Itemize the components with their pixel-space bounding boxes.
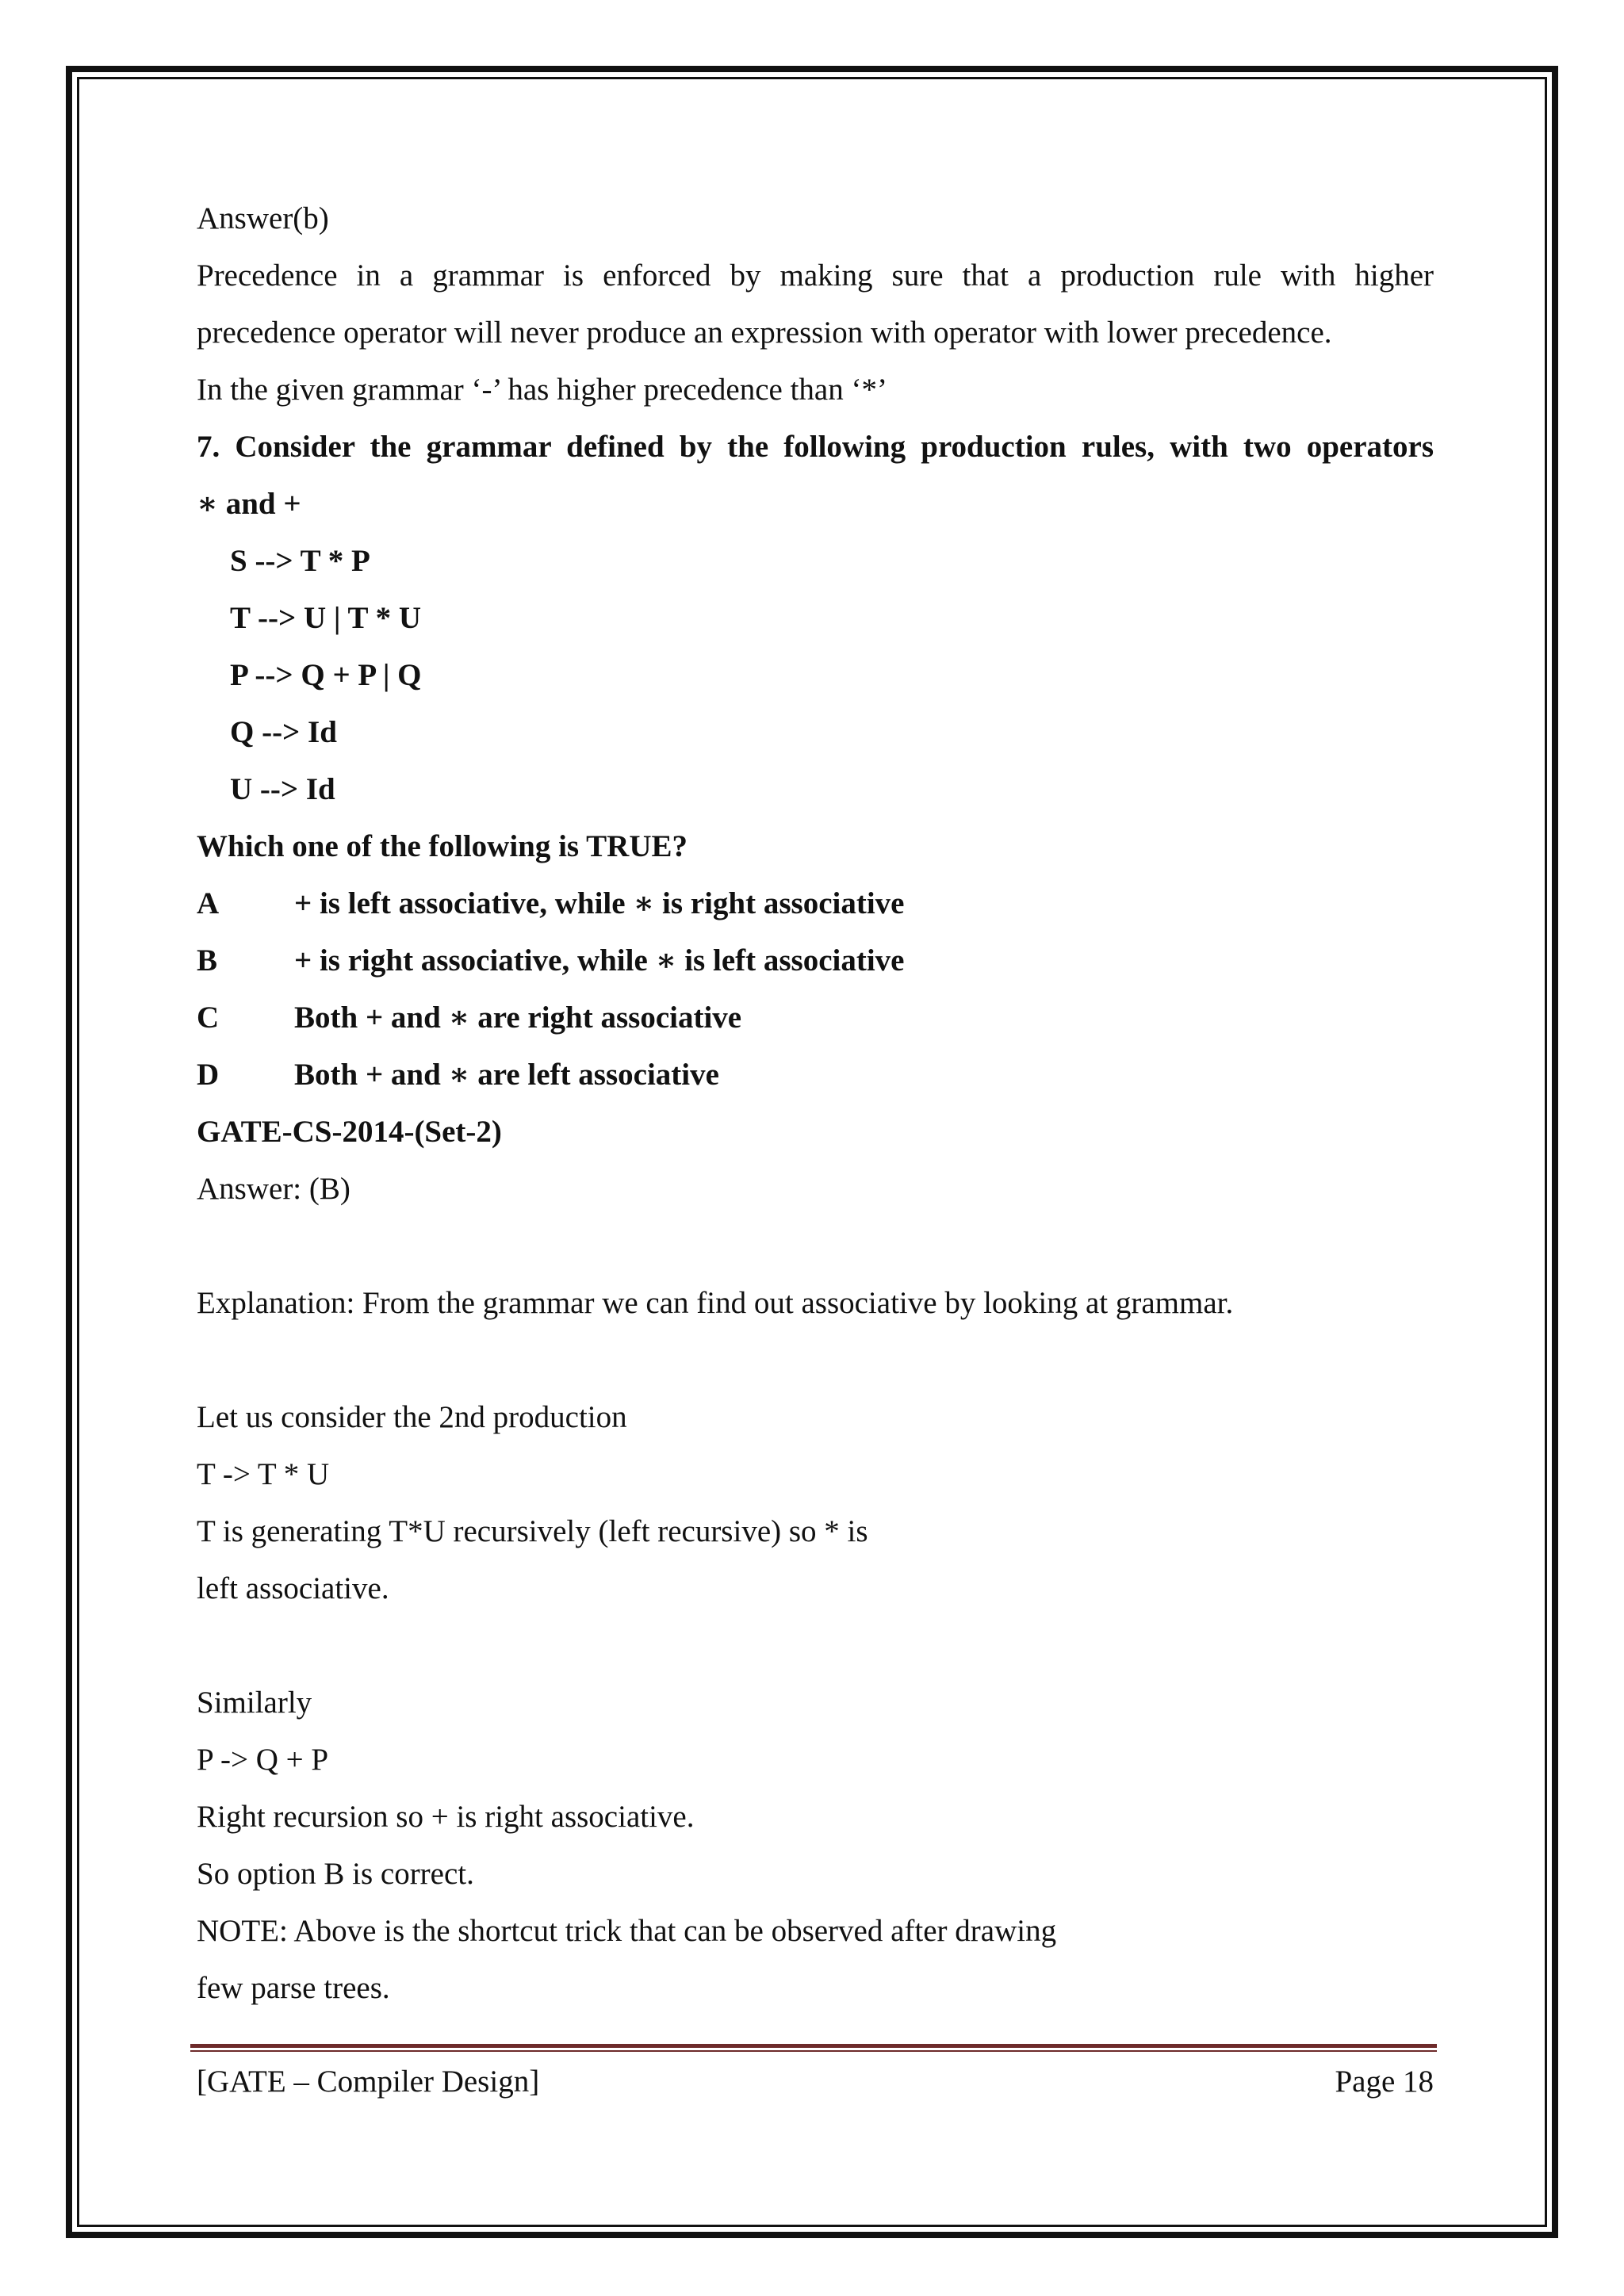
blank-line <box>197 1332 1434 1389</box>
generating-line-2: left associative. <box>197 1571 389 1605</box>
option-text: Both + and ∗ are right associative <box>294 1001 742 1035</box>
precedence-line-1: Precedence in a grammar is enforced by making sure that a production rule with higher <box>197 258 1434 293</box>
option-letter: B <box>197 943 218 978</box>
production-rule: T --> U | T * U <box>230 601 422 635</box>
question-7-line-1: 7. Consider the grammar defined by the following production rules, with two operators <box>197 430 1434 464</box>
option-text: + is right associative, while ∗ is left associative <box>294 943 905 978</box>
question-source: GATE-CS-2014-(Set-2) <box>197 1115 502 1149</box>
precedence-line-3: In the given grammar ‘-’ has higher precedence than ‘*’ <box>197 373 887 407</box>
option-b <box>197 932 1434 989</box>
option-letter: D <box>197 1058 220 1092</box>
explanation-line: Explanation: From the grammar we can find out associative by looking at grammar. <box>197 1286 1234 1320</box>
production-rule: Q --> Id <box>230 715 337 749</box>
generating-line-1: T is generating T*U recursively (left recursive) so * is <box>197 1514 868 1548</box>
page-footer <box>197 2058 1434 2106</box>
option-text: + is left associative, while ∗ is right associative <box>294 886 905 920</box>
option-d <box>197 1047 1434 1104</box>
production-rule: S --> T * P <box>230 544 370 578</box>
blank-line <box>197 1617 1434 1674</box>
question-7-line-2: ∗ and + <box>197 487 301 521</box>
note-line-2: few parse trees. <box>197 1971 390 2005</box>
note-line-1: NOTE: Above is the shortcut trick that can be observed after drawing <box>197 1914 1057 1948</box>
production-2: T -> T * U <box>197 1457 330 1491</box>
right-recursion-line: Right recursion so + is right associative. <box>197 1800 695 1834</box>
answer-line: Answer: (B) <box>197 1172 350 1206</box>
option-letter: A <box>197 886 220 920</box>
option-text: Both + and ∗ are left associative <box>294 1058 719 1092</box>
option-c <box>197 989 1434 1047</box>
page-content <box>197 190 1434 2017</box>
consider-line: Let us consider the 2nd production <box>197 1400 627 1434</box>
footer-rule <box>190 2044 1437 2048</box>
footer-rule-thin <box>190 2050 1437 2052</box>
footer-title: [GATE – Compiler Design] <box>197 2064 540 2099</box>
blank-line <box>197 1218 1434 1275</box>
production-3: P -> Q + P <box>197 1743 329 1777</box>
question-prompt: Which one of the following is TRUE? <box>197 829 688 863</box>
option-letter: C <box>197 1001 220 1035</box>
previous-answer: Answer(b) <box>197 201 329 235</box>
production-rule: P --> Q + P | Q <box>230 658 422 692</box>
page-number: Page 18 <box>1335 2064 1434 2099</box>
option-a <box>197 875 1434 932</box>
precedence-line-2: precedence operator will never produce an expression with operator with lower precedence. <box>197 316 1332 350</box>
production-rule: U --> Id <box>230 772 335 806</box>
similarly-line: Similarly <box>197 1686 312 1720</box>
correct-option-line: So option B is correct. <box>197 1857 474 1891</box>
